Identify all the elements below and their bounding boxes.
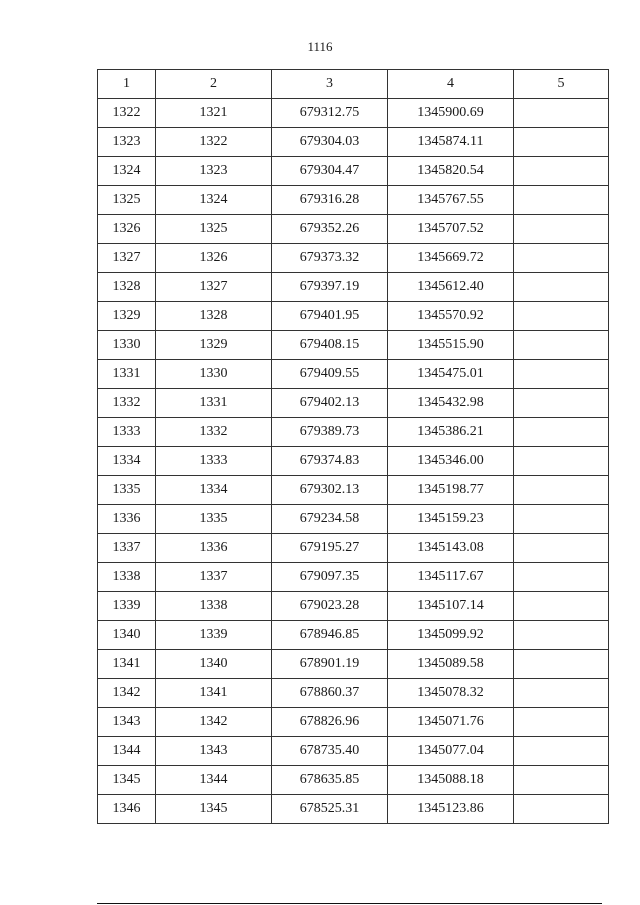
column-header-2: 2 [156, 70, 272, 99]
table-cell-col-4: 1345386.21 [388, 418, 514, 447]
table-row [98, 592, 609, 621]
table-cell-col-3: 679097.35 [272, 563, 388, 592]
table-cell-col-4: 1345820.54 [388, 157, 514, 186]
table-cell-col-4: 1345099.92 [388, 621, 514, 650]
table-row [98, 563, 609, 592]
table-cell-col-3: 678901.19 [272, 650, 388, 679]
table-cell-col-4: 1345143.08 [388, 534, 514, 563]
table-cell-col-4: 1345475.01 [388, 360, 514, 389]
table-row [98, 99, 609, 128]
table-cell-col-5 [514, 273, 609, 302]
table-cell-col-3: 678826.96 [272, 708, 388, 737]
table-cell-col-4: 1345107.14 [388, 592, 514, 621]
table-cell-col-4: 1345117.67 [388, 563, 514, 592]
table-cell-col-4: 1345159.23 [388, 505, 514, 534]
table-cell-col-1: 1324 [98, 157, 156, 186]
table-cell-col-3: 679195.27 [272, 534, 388, 563]
table-cell-col-4: 1345078.32 [388, 679, 514, 708]
table-cell-col-1: 1323 [98, 128, 156, 157]
table-cell-col-4: 1345123.86 [388, 795, 514, 824]
table-cell-col-4: 1345707.52 [388, 215, 514, 244]
table-row [98, 679, 609, 708]
table-cell-col-1: 1330 [98, 331, 156, 360]
table-row [98, 331, 609, 360]
table-cell-col-5 [514, 186, 609, 215]
table-row [98, 505, 609, 534]
table-cell-col-4: 1345570.92 [388, 302, 514, 331]
table-cell-col-2: 1322 [156, 128, 272, 157]
table-cell-col-3: 678635.85 [272, 766, 388, 795]
table-cell-col-1: 1336 [98, 505, 156, 534]
table-row [98, 302, 609, 331]
table-cell-col-4: 1345077.04 [388, 737, 514, 766]
table-cell-col-5 [514, 302, 609, 331]
table-cell-col-5 [514, 331, 609, 360]
table-cell-col-2: 1337 [156, 563, 272, 592]
table-cell-col-2: 1330 [156, 360, 272, 389]
table-cell-col-2: 1342 [156, 708, 272, 737]
table-cell-col-5 [514, 679, 609, 708]
table-cell-col-3: 679304.47 [272, 157, 388, 186]
table-cell-col-1: 1342 [98, 679, 156, 708]
table-cell-col-4: 1345346.00 [388, 447, 514, 476]
table-cell-col-4: 1345071.76 [388, 708, 514, 737]
table-cell-col-1: 1337 [98, 534, 156, 563]
table-cell-col-5 [514, 418, 609, 447]
table-cell-col-1: 1327 [98, 244, 156, 273]
table-cell-col-2: 1328 [156, 302, 272, 331]
column-header-5: 5 [514, 70, 609, 99]
table-cell-col-2: 1333 [156, 447, 272, 476]
table-cell-col-1: 1329 [98, 302, 156, 331]
table-cell-col-3: 679316.28 [272, 186, 388, 215]
table-row [98, 128, 609, 157]
table-cell-col-5 [514, 99, 609, 128]
table-cell-col-3: 679401.95 [272, 302, 388, 331]
table-row [98, 389, 609, 418]
table-cell-col-5 [514, 215, 609, 244]
table-cell-col-2: 1321 [156, 99, 272, 128]
table-cell-col-4: 1345767.55 [388, 186, 514, 215]
table-cell-col-4: 1345088.18 [388, 766, 514, 795]
table-cell-col-3: 679408.15 [272, 331, 388, 360]
table-cell-col-5 [514, 795, 609, 824]
table-row [98, 186, 609, 215]
table-cell-col-5 [514, 621, 609, 650]
table-row [98, 534, 609, 563]
table-cell-col-5 [514, 592, 609, 621]
table-cell-col-5 [514, 157, 609, 186]
table-cell-col-2: 1345 [156, 795, 272, 824]
table-cell-col-2: 1329 [156, 331, 272, 360]
table-row [98, 447, 609, 476]
table-cell-col-3: 679374.83 [272, 447, 388, 476]
table-cell-col-1: 1346 [98, 795, 156, 824]
table-row [98, 650, 609, 679]
table-cell-col-5 [514, 447, 609, 476]
table-row [98, 708, 609, 737]
table-cell-col-1: 1339 [98, 592, 156, 621]
table-cell-col-3: 678525.31 [272, 795, 388, 824]
table-row [98, 157, 609, 186]
table-cell-col-5 [514, 650, 609, 679]
table-cell-col-3: 679402.13 [272, 389, 388, 418]
table-cell-col-1: 1344 [98, 737, 156, 766]
table-cell-col-3: 679352.26 [272, 215, 388, 244]
table-cell-col-4: 1345874.11 [388, 128, 514, 157]
table-cell-col-3: 679389.73 [272, 418, 388, 447]
table-cell-col-2: 1332 [156, 418, 272, 447]
table-cell-col-2: 1327 [156, 273, 272, 302]
table-cell-col-1: 1326 [98, 215, 156, 244]
column-header-1: 1 [98, 70, 156, 99]
table-cell-col-2: 1341 [156, 679, 272, 708]
table-cell-col-3: 678860.37 [272, 679, 388, 708]
table-cell-col-4: 1345198.77 [388, 476, 514, 505]
table-cell-col-1: 1340 [98, 621, 156, 650]
table-cell-col-2: 1324 [156, 186, 272, 215]
table-cell-col-5 [514, 737, 609, 766]
table-row [98, 215, 609, 244]
table-cell-col-2: 1344 [156, 766, 272, 795]
table-cell-col-2: 1325 [156, 215, 272, 244]
table-cell-col-4: 1345089.58 [388, 650, 514, 679]
table-cell-col-5 [514, 244, 609, 273]
table-cell-col-5 [514, 128, 609, 157]
table-cell-col-5 [514, 476, 609, 505]
table-cell-col-2: 1340 [156, 650, 272, 679]
table-cell-col-5 [514, 708, 609, 737]
table-cell-col-5 [514, 563, 609, 592]
table-cell-col-1: 1338 [98, 563, 156, 592]
column-header-4: 4 [388, 70, 514, 99]
table-cell-col-5 [514, 360, 609, 389]
table-cell-col-5 [514, 389, 609, 418]
table-cell-col-1: 1328 [98, 273, 156, 302]
table-row [98, 418, 609, 447]
table-row [98, 244, 609, 273]
table-cell-col-2: 1338 [156, 592, 272, 621]
table-cell-col-1: 1334 [98, 447, 156, 476]
table-cell-col-2: 1335 [156, 505, 272, 534]
table-cell-col-1: 1345 [98, 766, 156, 795]
table-cell-col-3: 678946.85 [272, 621, 388, 650]
table-cell-col-1: 1335 [98, 476, 156, 505]
table-row [98, 360, 609, 389]
table-body [98, 99, 609, 824]
table-row [98, 795, 609, 824]
table-cell-col-3: 679023.28 [272, 592, 388, 621]
table-cell-col-1: 1322 [98, 99, 156, 128]
table-cell-col-1: 1333 [98, 418, 156, 447]
table-cell-col-2: 1334 [156, 476, 272, 505]
table-cell-col-2: 1331 [156, 389, 272, 418]
table-header-row [98, 70, 609, 99]
table-cell-col-1: 1341 [98, 650, 156, 679]
table-cell-col-3: 679312.75 [272, 99, 388, 128]
page-number: 1116 [307, 39, 333, 54]
table-row [98, 273, 609, 302]
coordinates-table [97, 69, 609, 824]
table-cell-col-4: 1345515.90 [388, 331, 514, 360]
table-cell-col-5 [514, 534, 609, 563]
table-cell-col-4: 1345669.72 [388, 244, 514, 273]
table-cell-col-3: 679373.32 [272, 244, 388, 273]
table-cell-col-4: 1345612.40 [388, 273, 514, 302]
table-cell-col-2: 1336 [156, 534, 272, 563]
table-cell-col-3: 679304.03 [272, 128, 388, 157]
table-cell-col-3: 678735.40 [272, 737, 388, 766]
footer-rule [97, 903, 602, 904]
table-cell-col-2: 1323 [156, 157, 272, 186]
table-cell-col-4: 1345900.69 [388, 99, 514, 128]
table-cell-col-5 [514, 766, 609, 795]
table-row [98, 476, 609, 505]
table-cell-col-4: 1345432.98 [388, 389, 514, 418]
table-cell-col-2: 1339 [156, 621, 272, 650]
table-cell-col-3: 679397.19 [272, 273, 388, 302]
table-cell-col-3: 679409.55 [272, 360, 388, 389]
table-cell-col-3: 679234.58 [272, 505, 388, 534]
table-row [98, 766, 609, 795]
table-row [98, 737, 609, 766]
table-cell-col-5 [514, 505, 609, 534]
table-cell-col-1: 1331 [98, 360, 156, 389]
table-cell-col-1: 1343 [98, 708, 156, 737]
table-cell-col-3: 679302.13 [272, 476, 388, 505]
table-cell-col-1: 1325 [98, 186, 156, 215]
table-cell-col-1: 1332 [98, 389, 156, 418]
table-cell-col-2: 1326 [156, 244, 272, 273]
column-header-3: 3 [272, 70, 388, 99]
table-row [98, 621, 609, 650]
table-cell-col-2: 1343 [156, 737, 272, 766]
